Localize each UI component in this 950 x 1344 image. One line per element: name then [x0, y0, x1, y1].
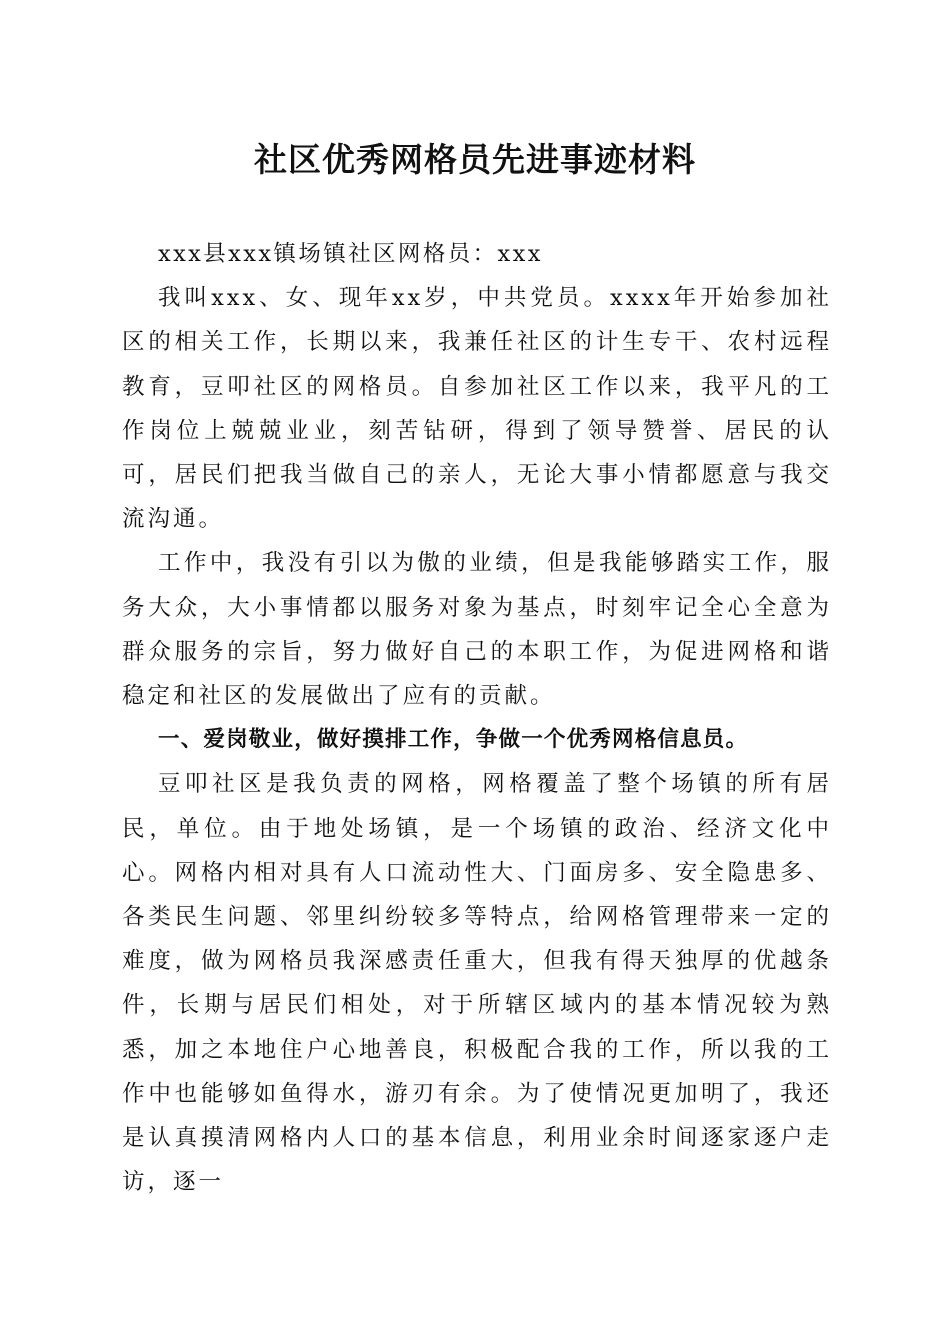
document-title: 社区优秀网格员先进事迹材料 — [254, 140, 696, 179]
document-body — [122, 232, 832, 1204]
section-heading: 一、爱岗敬业，做好摸排工作，争做一个优秀网格信息员。 — [158, 727, 749, 753]
work-paragraph: 工作中，我没有引以为傲的业绩，但是我能够踏实工作，服务大众，大小事情都以服务对象为基点，时刻牢记全心全意为群众服务的宗旨，努力做好自己的本职工作，为促进网格和谐稳定和社区的发展做出了应有的贡献。 — [122, 550, 832, 710]
section-paragraph: 豆叩社区是我负责的网格，网格覆盖了整个场镇的所有居民，单位。由于地处场镇，是一个场镇的政治、经济文化中心。网格内相对具有人口流动性大、门面房多、安全隐患多、各类民生问题、邻里纠纷较多等特点，给网格管理带来一定的难度，做为网格员我深感责任重大，但我有得天独厚的优越条件，长期与居民们相处，对于所辖区域内的基本情况较为熟悉，加之本地住户心地善良，积极配合我的工作，所以我的工作中也能够如鱼得水，游刃有余。为了使情况更加明了，我还是认真摸清网格内人口的基本信息，利用业余时间逐家逐户走访，逐一 — [122, 771, 832, 1196]
intro-paragraph: 我叫xxx、女、现年xx岁，中共党员。xxxx年开始参加社区的相关工作，长期以来，我兼任社区的计生专干、农村远程教育，豆叩社区的网格员。自参加社区工作以来，我平凡的工作岗位上兢兢业业，刻苦钻研，得到了领导赞誉、居民的认可，居民们把我当做自己的亲人，无论大事小情都愿意与我交流沟通。 — [122, 285, 832, 533]
author-line: xxx县xxx镇场镇社区网格员：xxx — [158, 241, 543, 267]
